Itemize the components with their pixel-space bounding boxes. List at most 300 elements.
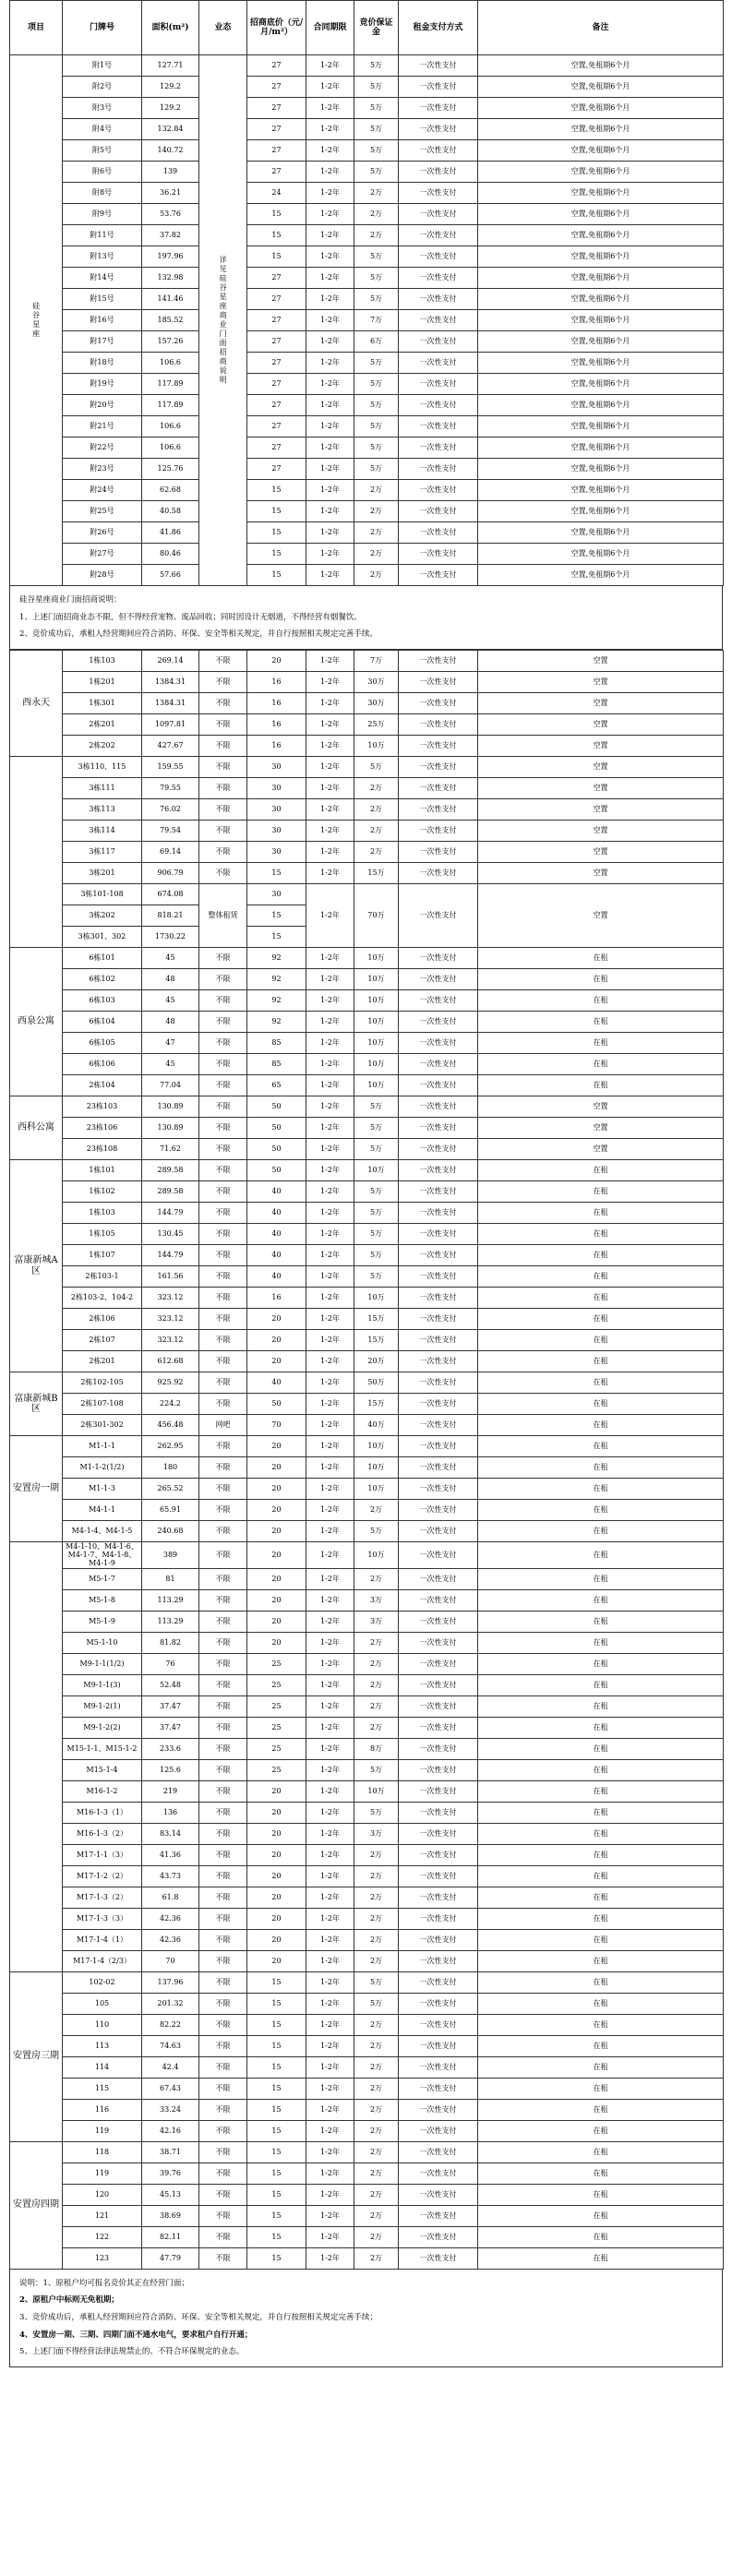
remark: 在租	[478, 1500, 724, 1521]
table-row	[10, 1589, 724, 1611]
table-row	[10, 1372, 724, 1394]
base-price: 27	[247, 289, 306, 310]
contract-term: 1-2年	[306, 1611, 354, 1632]
footer-note-line: 说明：1、原租户均可报名竞价其正在经营门面；	[19, 2278, 189, 2288]
area: 144.79	[142, 1245, 199, 1266]
base-price: 25	[247, 1759, 306, 1780]
table-row	[10, 183, 724, 204]
table-row	[10, 1224, 724, 1245]
table-row	[10, 2120, 724, 2141]
deposit: 10万	[354, 1054, 399, 1075]
deposit: 5万	[354, 1802, 399, 1823]
area: 40.58	[142, 501, 199, 522]
area: 43.73	[142, 1865, 199, 1887]
business-format: 不限	[199, 2163, 247, 2184]
unit-number: 1栋103	[63, 1203, 142, 1224]
area: 39.76	[142, 2163, 199, 2184]
base-price: 15	[247, 1993, 306, 2014]
table-row	[10, 1203, 724, 1224]
contract-term: 1-2年	[306, 416, 354, 437]
deposit: 2万	[354, 2141, 399, 2163]
remark: 在租	[478, 1203, 724, 1224]
unit-number: M17-1-3（2）	[63, 1887, 142, 1908]
payment-method: 一次性支付	[399, 268, 478, 289]
business-format: 不限	[199, 1802, 247, 1823]
contract-term: 1-2年	[306, 736, 354, 757]
table-row	[10, 2184, 724, 2205]
remark: 在租	[478, 969, 724, 990]
area: 157.26	[142, 331, 199, 353]
table-row	[10, 544, 724, 565]
project-name: 西泉公寓	[10, 948, 63, 1096]
contract-term: 1-2年	[306, 1012, 354, 1033]
table-row	[10, 1993, 724, 2014]
base-price: 27	[247, 459, 306, 480]
header-cell: 备注	[478, 1, 724, 55]
payment-method: 一次性支付	[399, 1479, 478, 1500]
contract-term: 1-2年	[306, 1865, 354, 1887]
deposit: 2万	[354, 2099, 399, 2120]
remark: 在租	[478, 1950, 724, 1971]
business-format: 不限	[199, 1479, 247, 1500]
contract-term: 1-2年	[306, 55, 354, 77]
base-price: 25	[247, 1717, 306, 1738]
contract-term: 1-2年	[306, 1394, 354, 1415]
contract-term: 1-2年	[306, 1160, 354, 1181]
deposit: 10万	[354, 1075, 399, 1096]
remark: 空置	[478, 863, 724, 884]
base-price: 30	[247, 821, 306, 842]
table-row	[10, 1309, 724, 1330]
remark: 空置	[478, 1096, 724, 1118]
payment-method: 一次性支付	[399, 736, 478, 757]
payment-method: 一次性支付	[399, 2078, 478, 2099]
table-row	[10, 990, 724, 1012]
table-row	[10, 1054, 724, 1075]
unit-number: 附20号	[63, 395, 142, 416]
base-price: 20	[247, 1309, 306, 1330]
base-price: 20	[247, 1479, 306, 1500]
business-format: 不限	[199, 1971, 247, 1993]
area: 180	[142, 1457, 199, 1479]
unit-number: 附15号	[63, 289, 142, 310]
payment-method: 一次性支付	[399, 416, 478, 437]
business-format: 不限	[199, 1075, 247, 1096]
payment-method: 一次性支付	[399, 1436, 478, 1457]
area: 144.79	[142, 1203, 199, 1224]
business-format: 不限	[199, 1160, 247, 1181]
contract-term: 1-2年	[306, 1372, 354, 1394]
table-row	[10, 395, 724, 416]
base-price: 27	[247, 162, 306, 183]
contract-term: 1-2年	[306, 2120, 354, 2141]
project-name: 富康新城A区	[10, 1160, 63, 1372]
base-price: 15	[247, 544, 306, 565]
payment-method: 一次性支付	[399, 289, 478, 310]
contract-term: 1-2年	[306, 1288, 354, 1309]
base-price: 15	[247, 480, 306, 501]
contract-term: 1-2年	[306, 1330, 354, 1351]
deposit: 2万	[354, 2056, 399, 2078]
base-price: 20	[247, 1589, 306, 1611]
remark: 在租	[478, 1823, 724, 1844]
payment-method: 一次性支付	[399, 757, 478, 778]
contract-term: 1-2年	[306, 757, 354, 778]
payment-method: 一次性支付	[399, 1887, 478, 1908]
area: 67.43	[142, 2078, 199, 2099]
business-format: 不限	[199, 693, 247, 714]
table-row	[10, 1181, 724, 1203]
table-row	[10, 1568, 724, 1589]
base-price: 40	[247, 1224, 306, 1245]
contract-term: 1-2年	[306, 565, 354, 586]
deposit: 5万	[354, 1266, 399, 1288]
business-format: 不限	[199, 1611, 247, 1632]
table-row	[10, 778, 724, 799]
contract-term: 1-2年	[306, 1542, 354, 1569]
unit-number: M4-1-1	[63, 1500, 142, 1521]
deposit: 5万	[354, 119, 399, 140]
deposit: 2万	[354, 1929, 399, 1950]
unit-number: 附27号	[63, 544, 142, 565]
deposit: 10万	[354, 969, 399, 990]
remark: 空置	[478, 821, 724, 842]
remark: 空置	[478, 714, 724, 736]
business-format: 不限	[199, 1929, 247, 1950]
contract-term: 1-2年	[306, 1653, 354, 1674]
contract-term: 1-2年	[306, 353, 354, 374]
unit-number: M16-1-2	[63, 1780, 142, 1802]
deposit: 3万	[354, 1589, 399, 1611]
area: 265.52	[142, 1479, 199, 1500]
remark: 空置,免租期6个月	[478, 119, 724, 140]
footer-notes	[9, 2270, 723, 2367]
base-price: 40	[247, 1372, 306, 1394]
area: 925.92	[142, 1372, 199, 1394]
area: 113.29	[142, 1611, 199, 1632]
payment-method: 一次性支付	[399, 1012, 478, 1033]
payment-method: 一次性支付	[399, 2163, 478, 2184]
remark: 空置,免租期6个月	[478, 395, 724, 416]
footer-note-line: 4、安置房一期、三期、四期门面不通水电气，要求租户自行开通；	[19, 2330, 253, 2340]
area: 42.4	[142, 2056, 199, 2078]
base-price: 85	[247, 1054, 306, 1075]
payment-method: 一次性支付	[399, 1415, 478, 1436]
payment-method: 一次性支付	[399, 1653, 478, 1674]
payment-method: 一次性支付	[399, 693, 478, 714]
table-row	[10, 310, 724, 331]
remark: 在租	[478, 1908, 724, 1929]
area: 106.6	[142, 416, 199, 437]
remark: 空置	[478, 778, 724, 799]
business-format: 不限	[199, 1266, 247, 1288]
contract-term: 1-2年	[306, 693, 354, 714]
base-price: 16	[247, 693, 306, 714]
base-price: 92	[247, 969, 306, 990]
remark: 空置	[478, 651, 724, 672]
contract-term: 1-2年	[306, 714, 354, 736]
area: 62.68	[142, 480, 199, 501]
contract-term: 1-2年	[306, 1054, 354, 1075]
deposit: 70万	[354, 884, 399, 948]
payment-method: 一次性支付	[399, 1054, 478, 1075]
base-price: 27	[247, 416, 306, 437]
unit-number: 6栋105	[63, 1033, 142, 1054]
contract-term: 1-2年	[306, 522, 354, 544]
unit-number: 105	[63, 1993, 142, 2014]
area: 323.12	[142, 1288, 199, 1309]
area: 185.52	[142, 310, 199, 331]
payment-method: 一次性支付	[399, 162, 478, 183]
table-row	[10, 55, 724, 77]
unit-number: M17-1-4（2/3）	[63, 1950, 142, 1971]
deposit: 5万	[354, 77, 399, 98]
deposit: 5万	[354, 416, 399, 437]
payment-method: 一次性支付	[399, 374, 478, 395]
unit-number: 115	[63, 2078, 142, 2099]
business-format: 不限	[199, 1993, 247, 2014]
payment-method: 一次性支付	[399, 1457, 478, 1479]
payment-method: 一次性支付	[399, 2120, 478, 2141]
table-row	[10, 969, 724, 990]
payment-method: 一次性支付	[399, 1589, 478, 1611]
table-row	[10, 1674, 724, 1695]
table-row	[10, 1139, 724, 1160]
contract-term: 1-2年	[306, 2184, 354, 2205]
table-row	[10, 331, 724, 353]
area: 106.6	[142, 353, 199, 374]
unit-number: 附4号	[63, 119, 142, 140]
deposit: 2万	[354, 565, 399, 586]
payment-method: 一次性支付	[399, 2226, 478, 2247]
area: 456.48	[142, 1415, 199, 1436]
area: 262.95	[142, 1436, 199, 1457]
base-price: 92	[247, 990, 306, 1012]
project-name: 西永天	[10, 651, 63, 757]
area: 77.04	[142, 1075, 199, 1096]
base-price: 15	[247, 905, 306, 927]
deposit: 10万	[354, 1033, 399, 1054]
guigu-table	[9, 0, 724, 586]
header-cell: 招商底价（元/月/m²）	[247, 1, 306, 55]
contract-term: 1-2年	[306, 1118, 354, 1139]
base-price: 15	[247, 2078, 306, 2099]
payment-method: 一次性支付	[399, 1160, 478, 1181]
unit-number: M9-1-2(2)	[63, 1717, 142, 1738]
area: 79.54	[142, 821, 199, 842]
contract-term: 1-2年	[306, 1674, 354, 1695]
unit-number: 3栋202	[63, 905, 142, 927]
area: 427.67	[142, 736, 199, 757]
deposit: 5万	[354, 289, 399, 310]
base-price: 16	[247, 714, 306, 736]
unit-number: M1-1-3	[63, 1479, 142, 1500]
area: 201.32	[142, 1993, 199, 2014]
area: 38.71	[142, 2141, 199, 2163]
area: 612.68	[142, 1351, 199, 1372]
remark: 在租	[478, 1521, 724, 1542]
contract-term: 1-2年	[306, 98, 354, 119]
area: 41.36	[142, 1844, 199, 1865]
base-price: 40	[247, 1266, 306, 1288]
deposit: 2万	[354, 2078, 399, 2099]
business-format: 不限	[199, 651, 247, 672]
table-row	[10, 77, 724, 98]
payment-method: 一次性支付	[399, 2247, 478, 2269]
remark: 在租	[478, 1075, 724, 1096]
unit-number: 附25号	[63, 501, 142, 522]
deposit: 2万	[354, 2247, 399, 2269]
area: 130.89	[142, 1096, 199, 1118]
business-format: 不限	[199, 2247, 247, 2269]
deposit: 2万	[354, 1908, 399, 1929]
unit-number: M1-1-2(1/2)	[63, 1457, 142, 1479]
unit-number: 2栋106	[63, 1309, 142, 1330]
deposit: 6万	[354, 331, 399, 353]
deposit: 15万	[354, 1394, 399, 1415]
area: 42.36	[142, 1929, 199, 1950]
table-row	[10, 1288, 724, 1309]
table-row	[10, 1695, 724, 1717]
base-price: 20	[247, 1521, 306, 1542]
base-price: 20	[247, 1632, 306, 1653]
unit-number: 2栋107-108	[63, 1394, 142, 1415]
payment-method: 一次性支付	[399, 1203, 478, 1224]
area: 79.55	[142, 778, 199, 799]
table-row	[10, 1415, 724, 1436]
guigu-notes	[9, 586, 723, 650]
remark: 在租	[478, 1415, 724, 1436]
base-price: 15	[247, 565, 306, 586]
contract-term: 1-2年	[306, 1033, 354, 1054]
header-cell: 面积(m²)	[142, 1, 199, 55]
payment-method: 一次性支付	[399, 778, 478, 799]
business-format: 不限	[199, 1181, 247, 1203]
table-row	[10, 416, 724, 437]
remark: 在租	[478, 1568, 724, 1589]
contract-term: 1-2年	[306, 1780, 354, 1802]
deposit: 10万	[354, 1288, 399, 1309]
business-format: 不限	[199, 1012, 247, 1033]
payment-method: 一次性支付	[399, 77, 478, 98]
business-format: 不限	[199, 1096, 247, 1118]
base-price: 15	[247, 225, 306, 246]
project-name: 硅谷星座	[10, 55, 63, 586]
unit-number: 2栋103-1	[63, 1266, 142, 1288]
base-price: 20	[247, 1568, 306, 1589]
table-row	[10, 1780, 724, 1802]
deposit: 7万	[354, 651, 399, 672]
unit-number: 附23号	[63, 459, 142, 480]
table-row	[10, 565, 724, 586]
area: 81	[142, 1568, 199, 1589]
area: 132.84	[142, 119, 199, 140]
deposit: 2万	[354, 842, 399, 863]
business-format: 不限	[199, 2141, 247, 2163]
remark: 在租	[478, 1181, 724, 1203]
business-format: 不限	[199, 2056, 247, 2078]
contract-term: 1-2年	[306, 1500, 354, 1521]
base-price: 27	[247, 98, 306, 119]
base-price: 30	[247, 799, 306, 821]
base-price: 70	[247, 1415, 306, 1436]
remark: 在租	[478, 2205, 724, 2226]
contract-term: 1-2年	[306, 1929, 354, 1950]
deposit: 10万	[354, 1160, 399, 1181]
area: 233.6	[142, 1738, 199, 1759]
area: 48	[142, 1012, 199, 1033]
business-format: 不限	[199, 757, 247, 778]
table-row	[10, 1844, 724, 1865]
table-row	[10, 842, 724, 863]
remark: 在租	[478, 1330, 724, 1351]
unit-number: 附28号	[63, 565, 142, 586]
base-price: 27	[247, 353, 306, 374]
business-format: 不限	[199, 2184, 247, 2205]
area: 45	[142, 1054, 199, 1075]
area: 45	[142, 948, 199, 969]
base-price: 25	[247, 1674, 306, 1695]
contract-term: 1-2年	[306, 799, 354, 821]
header-cell: 租金支付方式	[399, 1, 478, 55]
deposit: 2万	[354, 1500, 399, 1521]
base-price: 40	[247, 1181, 306, 1203]
unit-number: 119	[63, 2163, 142, 2184]
table-row	[10, 1457, 724, 1479]
payment-method: 一次性支付	[399, 1330, 478, 1351]
table-row	[10, 1394, 724, 1415]
base-price: 20	[247, 1611, 306, 1632]
area: 83.14	[142, 1823, 199, 1844]
unit-number: 附6号	[63, 162, 142, 183]
deposit: 5万	[354, 1759, 399, 1780]
base-price: 27	[247, 374, 306, 395]
payment-method: 一次性支付	[399, 672, 478, 693]
contract-term: 1-2年	[306, 2078, 354, 2099]
payment-method: 一次性支付	[399, 1695, 478, 1717]
remark: 在租	[478, 1394, 724, 1415]
remark: 在租	[478, 1054, 724, 1075]
unit-number: 2栋201	[63, 714, 142, 736]
contract-term: 1-2年	[306, 842, 354, 863]
remark: 在租	[478, 1653, 724, 1674]
table-row	[10, 884, 724, 905]
contract-term: 1-2年	[306, 1802, 354, 1823]
unit-number: 2栋107	[63, 1330, 142, 1351]
table-row	[10, 1929, 724, 1950]
remark: 空置,免租期6个月	[478, 140, 724, 162]
unit-number: 附8号	[63, 183, 142, 204]
contract-term: 1-2年	[306, 1266, 354, 1288]
area: 71.62	[142, 1139, 199, 1160]
remark: 在租	[478, 2163, 724, 2184]
base-price: 15	[247, 2184, 306, 2205]
contract-term: 1-2年	[306, 1589, 354, 1611]
payment-method: 一次性支付	[399, 1865, 478, 1887]
base-price: 25	[247, 1653, 306, 1674]
deposit: 5万	[354, 246, 399, 268]
base-price: 50	[247, 1394, 306, 1415]
table-row	[10, 1012, 724, 1033]
area: 129.2	[142, 77, 199, 98]
base-price: 25	[247, 1738, 306, 1759]
payment-method: 一次性支付	[399, 331, 478, 353]
unit-number: 3栋101-108	[63, 884, 142, 905]
unit-number: 123	[63, 2247, 142, 2269]
remark: 空置,免租期6个月	[478, 289, 724, 310]
business-format: 不限	[199, 1589, 247, 1611]
payment-method: 一次性支付	[399, 1568, 478, 1589]
